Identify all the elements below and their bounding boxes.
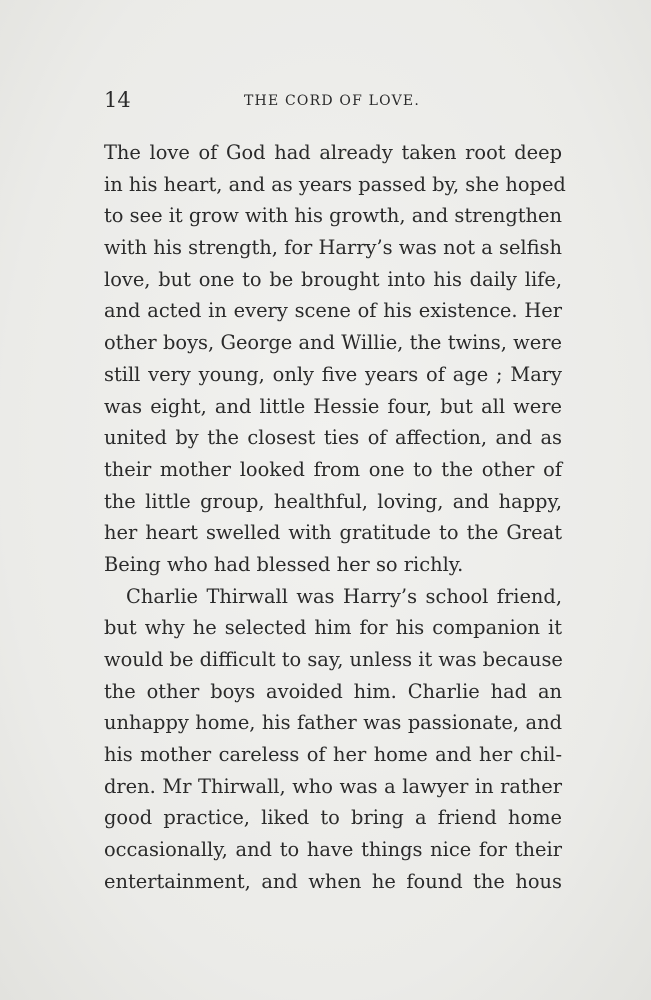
text-line: Being who had blessed her so richly. [104,552,464,576]
page-number: 14 [104,88,131,112]
text-line: The love of God had already taken root deep [104,141,562,164]
text-line: to see it grow with his growth, and strengthen [104,204,562,228]
text-line: the other boys avoided him. Charlie had an [104,679,562,703]
text-line: in his heart, and as years passed by, she hoped [104,172,566,196]
text-line: occasionally, and to have things nice for their [104,838,562,862]
text-line: united by the closest ties of affection, and as [104,426,562,450]
text-line: unhappy home, his father was passionate, and [104,711,562,735]
paragraph [104,581,562,898]
text-line: was eight, and little Hessie four, but all were [104,394,562,418]
text-line: their mother looked from one to the other of [104,457,562,481]
text-line: love, but one to be brought into his daily life, [104,267,562,291]
text-line: still very young, only five years of age ; Mary [104,362,562,386]
text-line: entertainment, and when he found the hous [104,869,562,893]
text-line: good practice, liked to bring a friend home [104,806,562,830]
text-line: would be difficult to say, unless it was because [104,648,563,671]
body-text [104,137,566,898]
text-line: her heart swelled with gratitude to the Great [104,521,562,545]
page-header [104,88,564,118]
paragraph [104,137,566,581]
text-line: dren. Mr Thirwall, who was a lawyer in rather [104,774,562,798]
text-line: other boys, George and Willie, the twins, were [104,331,562,355]
text-line: his mother careless of her home and her chil- [104,743,562,767]
text-line: the little group, healthful, loving, and happy, [104,489,562,513]
text-line: Charlie Thirwall was Harry’s school friend, [126,584,562,608]
running-title: THE CORD OF LOVE. [244,93,420,109]
text-line: with his strength, for Harry’s was not a selfish [104,236,562,260]
text-line: and acted in every scene of his existence. Her [104,299,562,323]
text-line: but why he selected him for his companion it [104,616,562,640]
